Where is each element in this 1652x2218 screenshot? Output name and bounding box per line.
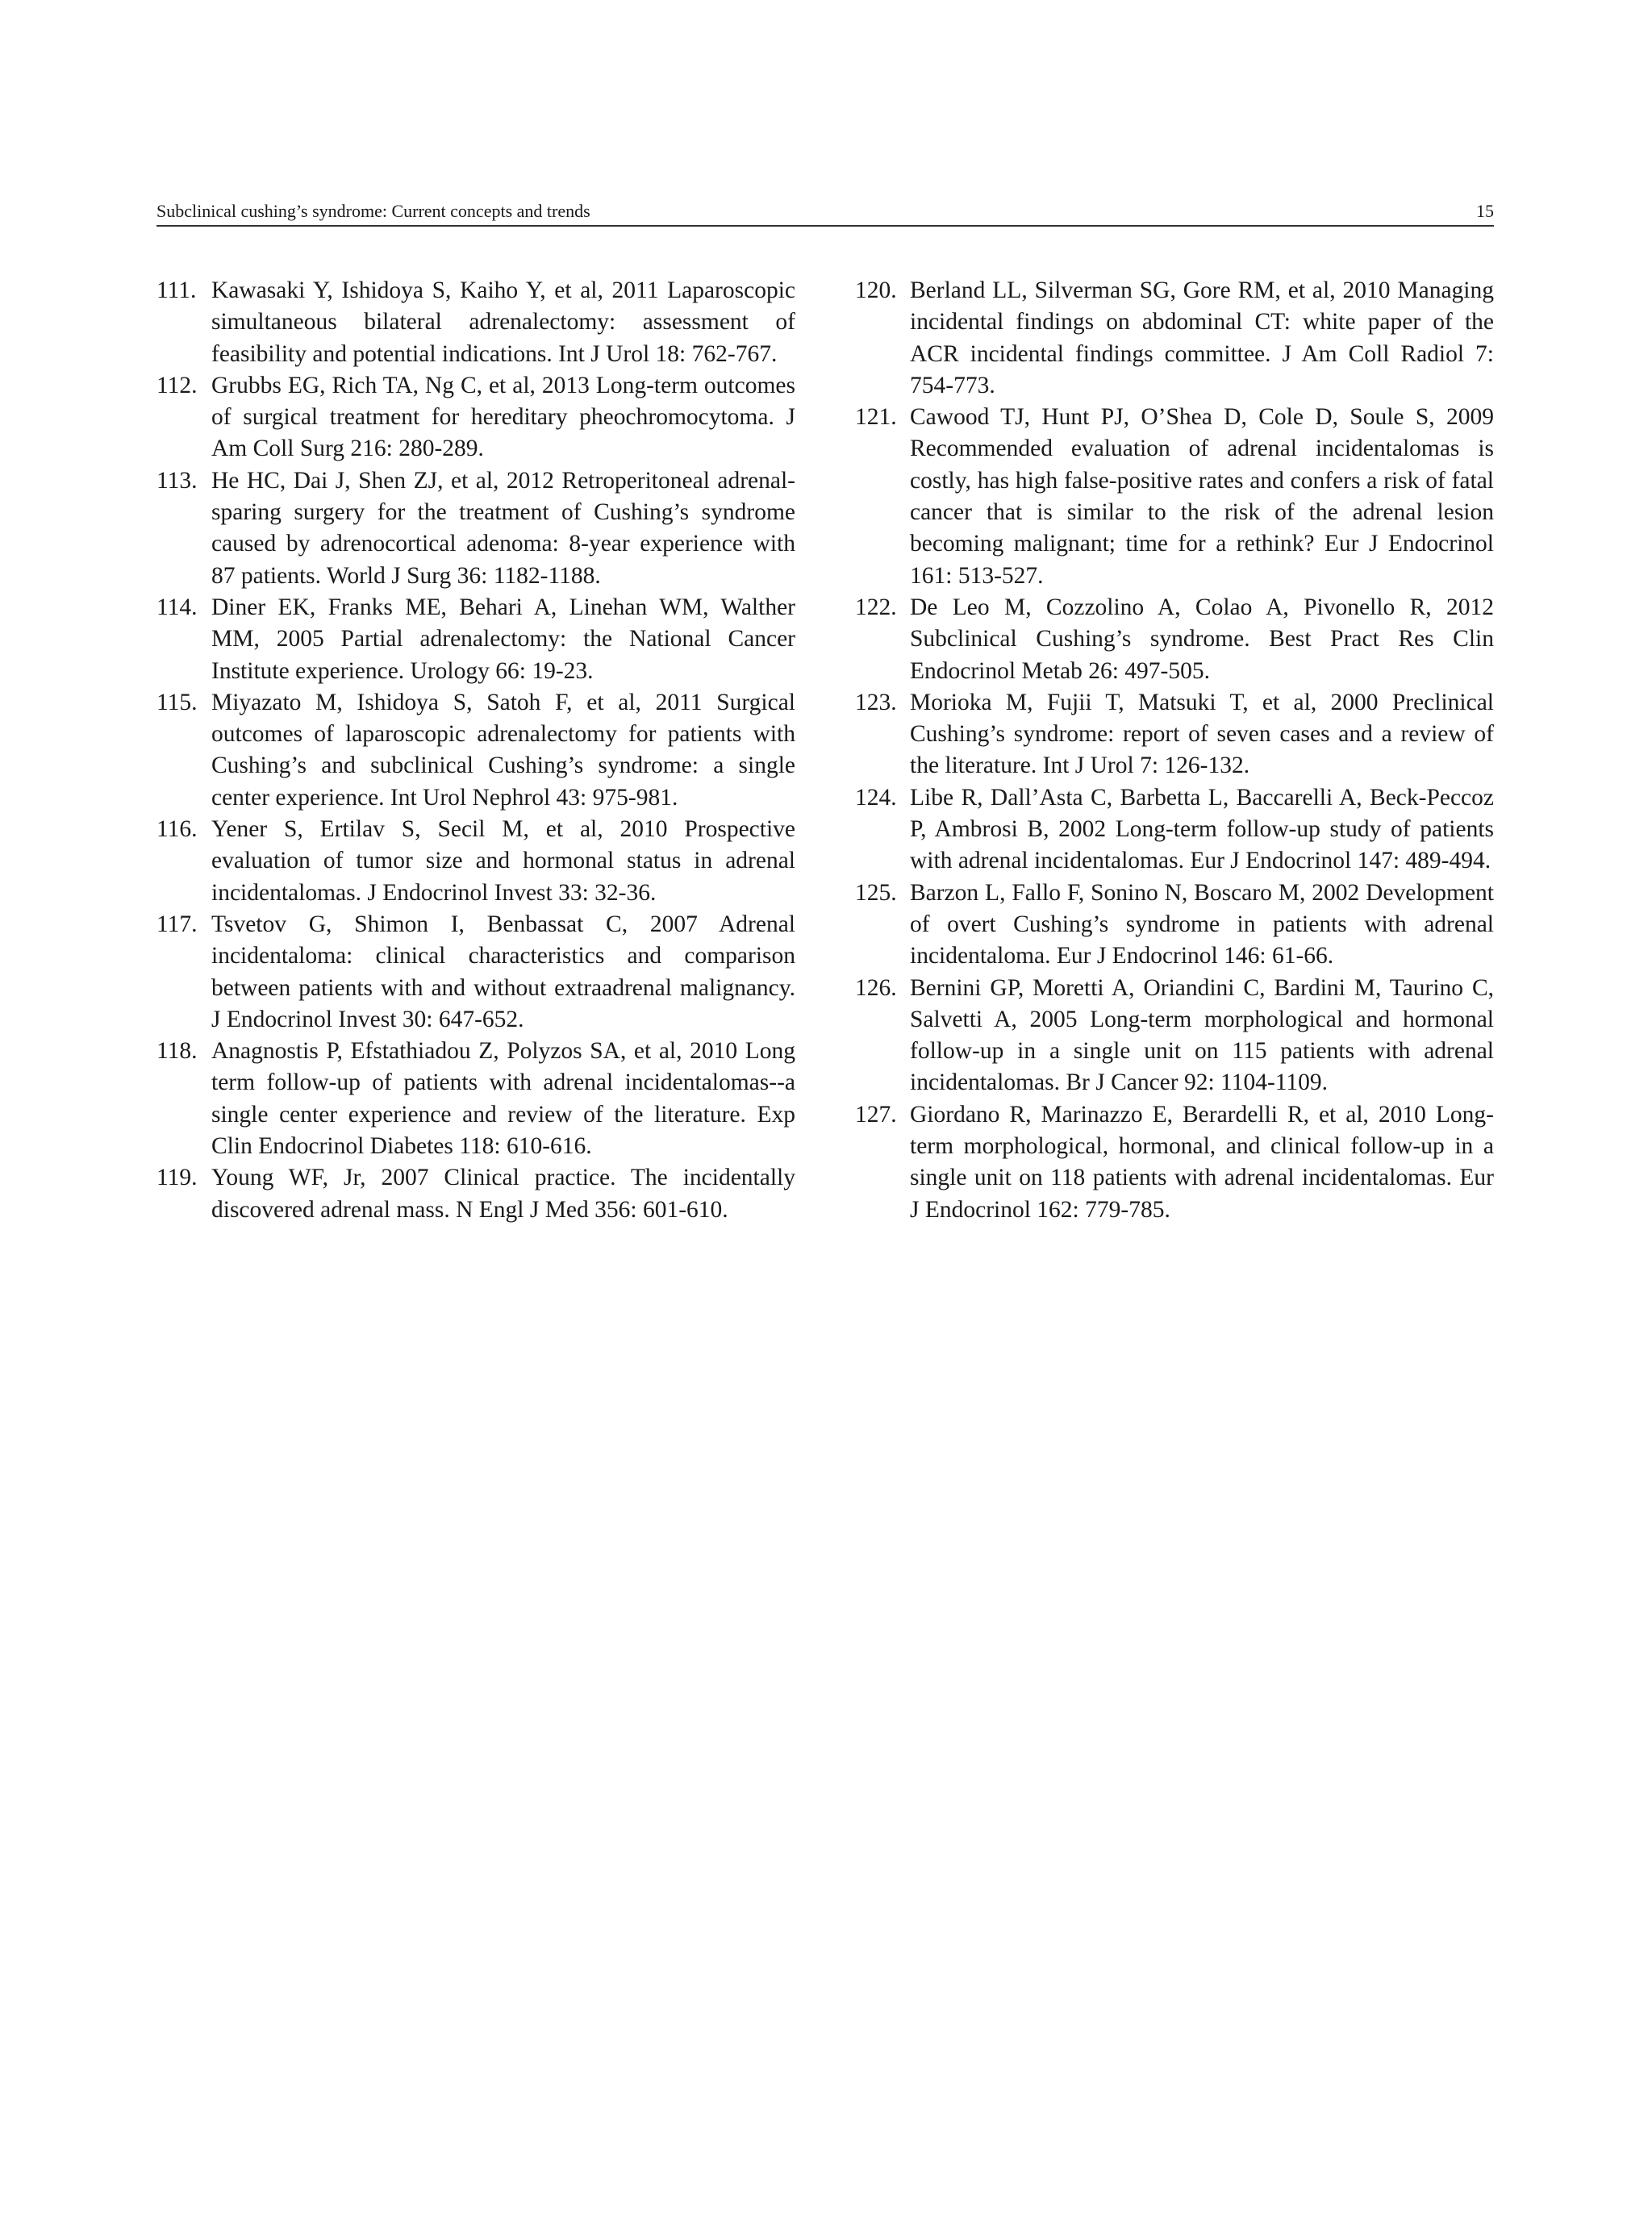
reference-text: He HC, Dai J, Shen ZJ, et al, 2012 Retroperitoneal adrenal-sparing surgery for the treatment of Cushing’s syndrome caused by adrenocortical adenoma: 8-year experience with 87 patients. World J Surg 36: 1182-1188. bbox=[211, 467, 795, 589]
reference-number: 126. bbox=[855, 974, 897, 1001]
reference-number: 115. bbox=[156, 689, 198, 715]
reference-text: Barzon L, Fallo F, Sonino N, Boscaro M, 2002 Development of overt Cushing’s syndrome in patients with adrenal incidentaloma. Eur J Endocrinol 146: 61-66. bbox=[910, 879, 1494, 969]
reference-text: Kawasaki Y, Ishidoya S, Kaiho Y, et al, 2011 Laparoscopic simultaneous bilateral adrenalectomy: assessment of feasibility and potential indications. Int J Urol 18: 762-767. bbox=[211, 277, 795, 367]
reference-text: Yener S, Ertilav S, Secil M, et al, 2010 Prospective evaluation of tumor size and hormonal status in adrenal incidentalomas. J Endocrinol Invest 33: 32-36. bbox=[211, 816, 795, 906]
reference-item bbox=[156, 1036, 795, 1162]
reference-text: Anagnostis P, Efstathiadou Z, Polyzos SA, et al, 2010 Long term follow-up of patients with adrenal incidentalomas--a single center experience and review of the literature. Exp Clin Endocrinol Diabetes 118: 610-616. bbox=[211, 1038, 795, 1160]
reference-number: 119. bbox=[156, 1165, 198, 1191]
reference-number: 123. bbox=[855, 689, 897, 715]
page-number: 15 bbox=[1476, 201, 1494, 221]
reference-text: Tsvetov G, Shimon I, Benbassat C, 2007 Adrenal incidentaloma: clinical characteristics and comparison between patients with and without extraadrenal malignancy. J Endocrinol Invest 30: 647-652. bbox=[211, 911, 795, 1032]
reference-text: Giordano R, Marinazzo E, Berardelli R, et al, 2010 Long-term morphological, hormonal, and clinical follow-up in a single unit on 118 patients with adrenal incidentalomas. Eur J Endocrinol 162: 779-785. bbox=[910, 1101, 1494, 1223]
reference-number: 113. bbox=[156, 467, 198, 494]
reference-text: Morioka M, Fujii T, Matsuki T, et al, 2000 Preclinical Cushing’s syndrome: report of seven cases and a review of the literature. Int J Urol 7: 126-132. bbox=[910, 689, 1494, 779]
reference-item bbox=[156, 592, 795, 687]
reference-item bbox=[855, 1099, 1494, 1226]
reference-item bbox=[855, 973, 1494, 1099]
reference-item bbox=[855, 275, 1494, 402]
reference-item bbox=[156, 370, 795, 465]
reference-number: 127. bbox=[855, 1101, 897, 1128]
reference-text: Cawood TJ, Hunt PJ, O’Shea D, Cole D, Soule S, 2009 Recommended evaluation of adrenal incidentalomas is costly, has high false-positive rates and confers a risk of fatal cancer that is similar to the risk of the adrenal lesion becoming malignant; time for a rethink? Eur J Endocrinol 161: 513-527. bbox=[910, 404, 1494, 589]
reference-text: Young WF, Jr, 2007 Clinical practice. The incidentally discovered adrenal mass. N Engl J Med 356: 601-610. bbox=[211, 1165, 795, 1223]
reference-item bbox=[156, 909, 795, 1036]
reference-item bbox=[855, 782, 1494, 878]
reference-number: 122. bbox=[855, 594, 897, 620]
reference-number: 125. bbox=[855, 879, 897, 906]
reference-item bbox=[855, 592, 1494, 687]
running-header bbox=[156, 197, 1494, 226]
reference-item bbox=[855, 687, 1494, 782]
header-rule bbox=[156, 225, 1494, 227]
reference-number: 124. bbox=[855, 784, 897, 811]
reference-item bbox=[156, 1162, 795, 1226]
reference-item bbox=[156, 814, 795, 909]
reference-item bbox=[855, 402, 1494, 592]
reference-item bbox=[156, 687, 795, 814]
running-title: Subclinical cushing’s syndrome: Current concepts and trends bbox=[156, 201, 590, 221]
reference-text: Diner EK, Franks ME, Behari A, Linehan WM, Walther MM, 2005 Partial adrenalectomy: the National Cancer Institute experience. Urology 66: 19-23. bbox=[211, 594, 795, 684]
reference-text: De Leo M, Cozzolino A, Colao A, Pivonello R, 2012 Subclinical Cushing’s syndrome. Best Pract Res Clin Endocrinol Metab 26: 497-505. bbox=[910, 594, 1494, 684]
reference-number: 118. bbox=[156, 1038, 198, 1065]
reference-number: 114. bbox=[156, 594, 198, 620]
reference-number: 111. bbox=[156, 277, 197, 303]
reference-number: 121. bbox=[855, 404, 897, 431]
reference-list-right-column bbox=[855, 275, 1494, 1226]
reference-item bbox=[156, 275, 795, 370]
reference-text: Grubbs EG, Rich TA, Ng C, et al, 2013 Long-term outcomes of surgical treatment for hereditary pheochromocytoma. J Am Coll Surg 216: 280-289. bbox=[211, 372, 795, 462]
reference-item bbox=[855, 878, 1494, 973]
reference-number: 116. bbox=[156, 816, 198, 843]
reference-number: 120. bbox=[855, 277, 897, 303]
reference-number: 117. bbox=[156, 911, 198, 937]
reference-text: Bernini GP, Moretti A, Oriandini C, Bardini M, Taurino C, Salvetti A, 2005 Long-term morphological and hormonal follow-up in a single unit on 115 patients with adrenal incidentalomas. Br J Cancer 92: 1104-1109. bbox=[910, 974, 1494, 1096]
reference-text: Miyazato M, Ishidoya S, Satoh F, et al, 2011 Surgical outcomes of laparoscopic adrenalectomy for patients with Cushing’s and subclinical Cushing’s syndrome: a single center experience. Int Urol Nephrol 43: 975-981. bbox=[211, 689, 795, 811]
reference-text: Libe R, Dall’Asta C, Barbetta L, Baccarelli A, Beck-Peccoz P, Ambrosi B, 2002 Long-term follow-up study of patients with adrenal incidentalomas. Eur J Endocrinol 147: 489-494. bbox=[910, 784, 1494, 874]
reference-list-left-column bbox=[156, 275, 795, 1226]
reference-number: 112. bbox=[156, 372, 198, 398]
reference-item bbox=[156, 465, 795, 592]
reference-text: Berland LL, Silverman SG, Gore RM, et al, 2010 Managing incidental findings on abdominal CT: white paper of the ACR incidental findings committee. J Am Coll Radiol 7: 754-773. bbox=[910, 277, 1494, 398]
